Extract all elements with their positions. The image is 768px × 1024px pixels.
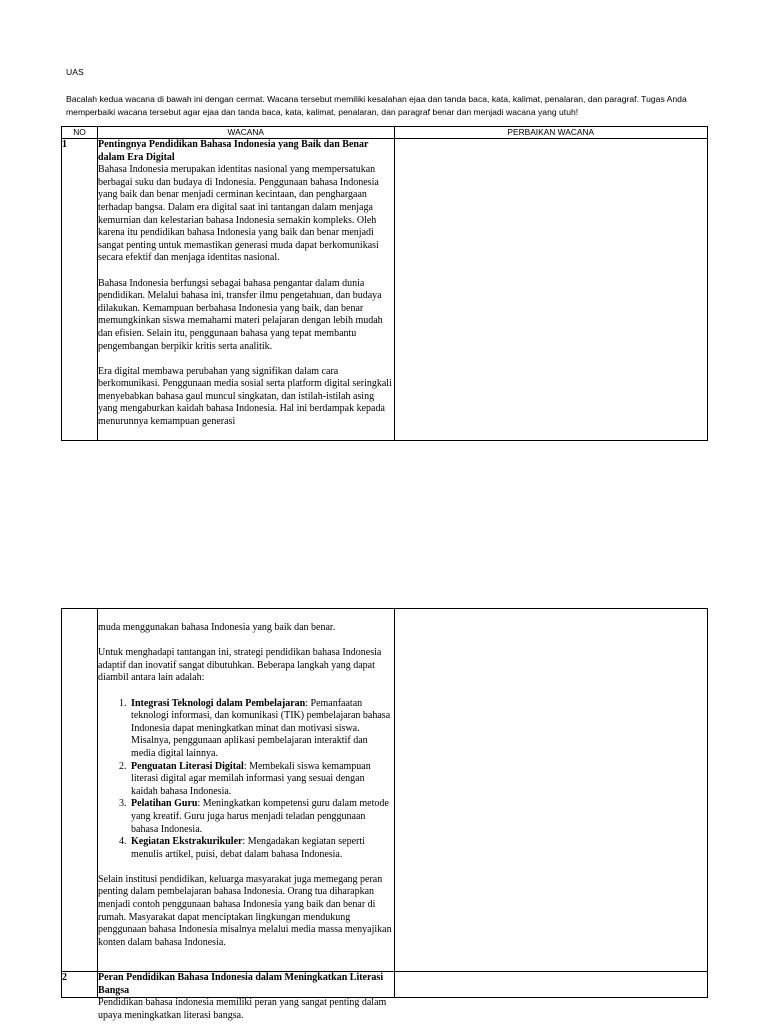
strategy-description: : Meningkatkan kompetensi guru dalam metode yang kreatif. Guru juga harus menjadi teladan penggunaan bahasa Indonesia.: [131, 798, 389, 835]
perbaikan-1-continued-cell[interactable]: [394, 609, 708, 972]
wacana-2-cell: [98, 972, 394, 1021]
page-header: [66, 66, 711, 119]
wacana-2-title: Peran Pendidikan Bahasa Indonesia dalam Meningkatkan Literasi Bangsa: [98, 972, 384, 996]
wacana-1-paragraph-1: Bahasa Indonesia merupakan identitas nasional yang mempersatukan berbagai suku dan budaya di Indonesia. Penggunaan bahasa Indonesia yang baik dan benar menjadi cerminan kecintaan, dan penghargaan terhadap bangsa. Dalam era digital saat ini tantangan dalam menjaga kemurnian dan kelestarian bahasa Indonesia semakin kompleks. Oleh karena itu pendidikan bahasa Indonesia yang baik dan benar menjadi sangat penting untuk memastikan generasi muda dapat berkomunikasi secara efektif dan menjaga identitas nasional.: [98, 164, 379, 264]
header-perbaikan: PERBAIKAN WACANA: [394, 127, 708, 139]
row-number-2: 2: [62, 972, 98, 998]
strategy-list: [98, 698, 393, 862]
wacana-table-part-2: [61, 608, 708, 1021]
wacana-1-continued-cell: [98, 609, 394, 972]
strategy-term: Penguatan Literasi Digital: [131, 760, 244, 772]
wacana-1-title: Pentingnya Pendidikan Bahasa Indonesia yang Baik dan Benar dalam Era Digital: [98, 139, 369, 163]
table-row-wacana-2: [62, 972, 708, 998]
strategy-term: Kegiatan Ekstrakurikuler: [131, 836, 243, 848]
wacana-1-paragraph-5: Selain institusi pendidikan, keluarga masyarakat juga memegang peran penting dalam pembelajaran bahasa Indonesia. Orang tua diharapkan menjadi contoh penggunaan bahasa Indonesia yang baik dan benar di rumah. Masyarakat dapat menciptakan lingkungan mendukung penggunaan bahasa Indonesia misalnya melalui media massa menyajikan konten dalam bahasa Indonesia.: [98, 873, 392, 948]
header-no: NO: [62, 127, 98, 139]
wacana-1-paragraph-2: Bahasa Indonesia berfungsi sebagai bahasa pengantar dalam dunia pendidikan. Melalui bahasa ini, transfer ilmu pengetahuan, dan budaya dilakukan. Kemampuan berbahasa Indonesia yang baik, dan benar memungkinkan siswa memahami materi pelajaran dengan lebih mudah dan efisien. Selain itu, penggunaan bahasa yang tepat membantu pengembangan berpikir kritis serta analitik.: [98, 277, 383, 352]
wacana-1-paragraph-3: Era digital membawa perubahan yang signifikan dalam cara berkomunikasi. Penggunaan media sosial serta platform digital seringkali menyebabkan bahasa gaul muncul singkatan, dan istilah-istilah asing yang mengaburkan kaidah bahasa Indonesia. Hal ini berdampak kepada menurunnya kemampuan generasi: [98, 365, 392, 428]
perbaikan-2-cell[interactable]: [394, 972, 708, 998]
strategy-term: Pelatihan Guru: [131, 798, 198, 810]
list-item: [129, 761, 393, 799]
strategy-description: : Pemanfaatan teknologi informasi, dan komunikasi (TIK) pembelajaran bahasa Indonesia dapat meningkatkan minat dan motivasi siswa. Misalnya, penggunaan aplikasi pembelajaran interaktif dan media digital lainnya.: [131, 697, 391, 759]
list-item: [129, 798, 393, 836]
wacana-1-cell: [98, 139, 394, 441]
header-wacana: WACANA: [98, 127, 394, 139]
task-instructions: Bacalah kedua wacana di bawah ini dengan cermat. Wacana tersebut memiliki kesalahan ejaa dan tanda baca, kata, kalimat, penalaran, dan paragraf. Tugas Anda memperbaiki wacana tersebut agar ejaa dan tanda baca, kata, kalimat, penalaran, dan paragraf benar dan menjadi wacana yang utuh!: [66, 94, 687, 117]
strategy-description: : Mengadakan kegiatan seperti menulis artikel, puisi, debat dalam bahasa Indonesia.: [131, 836, 365, 860]
wacana-2-paragraph-1: Pendidikan bahasa indonesia memiliki peran yang sangat penting dalam upaya meningkatkan literasi bangsa.: [98, 997, 387, 1021]
wacana-table-part-1: [61, 126, 708, 441]
perbaikan-1-cell[interactable]: [394, 139, 708, 441]
strategy-description: : Membekali siswa kemampuan literasi digital agar memilah informasi yang sesuai dengan kaidah bahasa Indonesia.: [131, 760, 371, 797]
row-number-empty: [62, 609, 98, 972]
wacana-1-paragraph-4: Untuk menghadapi tantangan ini, strategi pendidikan bahasa Indonesia adaptif dan inovatif sangat dibutuhkan. Beberapa langkah yang dapat diambil antara lain adalah:: [98, 647, 382, 684]
strategy-term: Integrasi Teknologi dalam Pembelajaran: [131, 697, 306, 709]
list-item: [129, 698, 393, 761]
row-number-1: 1: [62, 139, 98, 441]
list-item: [129, 836, 393, 861]
wacana-1-paragraph-3-continued: muda menggunakan bahasa Indonesia yang baik dan benar.: [98, 622, 336, 633]
table-header-row: [62, 127, 708, 139]
document-title: UAS: [66, 67, 84, 77]
table-row-wacana-1: [62, 139, 708, 441]
table-row-wacana-1-continued: [62, 609, 708, 972]
